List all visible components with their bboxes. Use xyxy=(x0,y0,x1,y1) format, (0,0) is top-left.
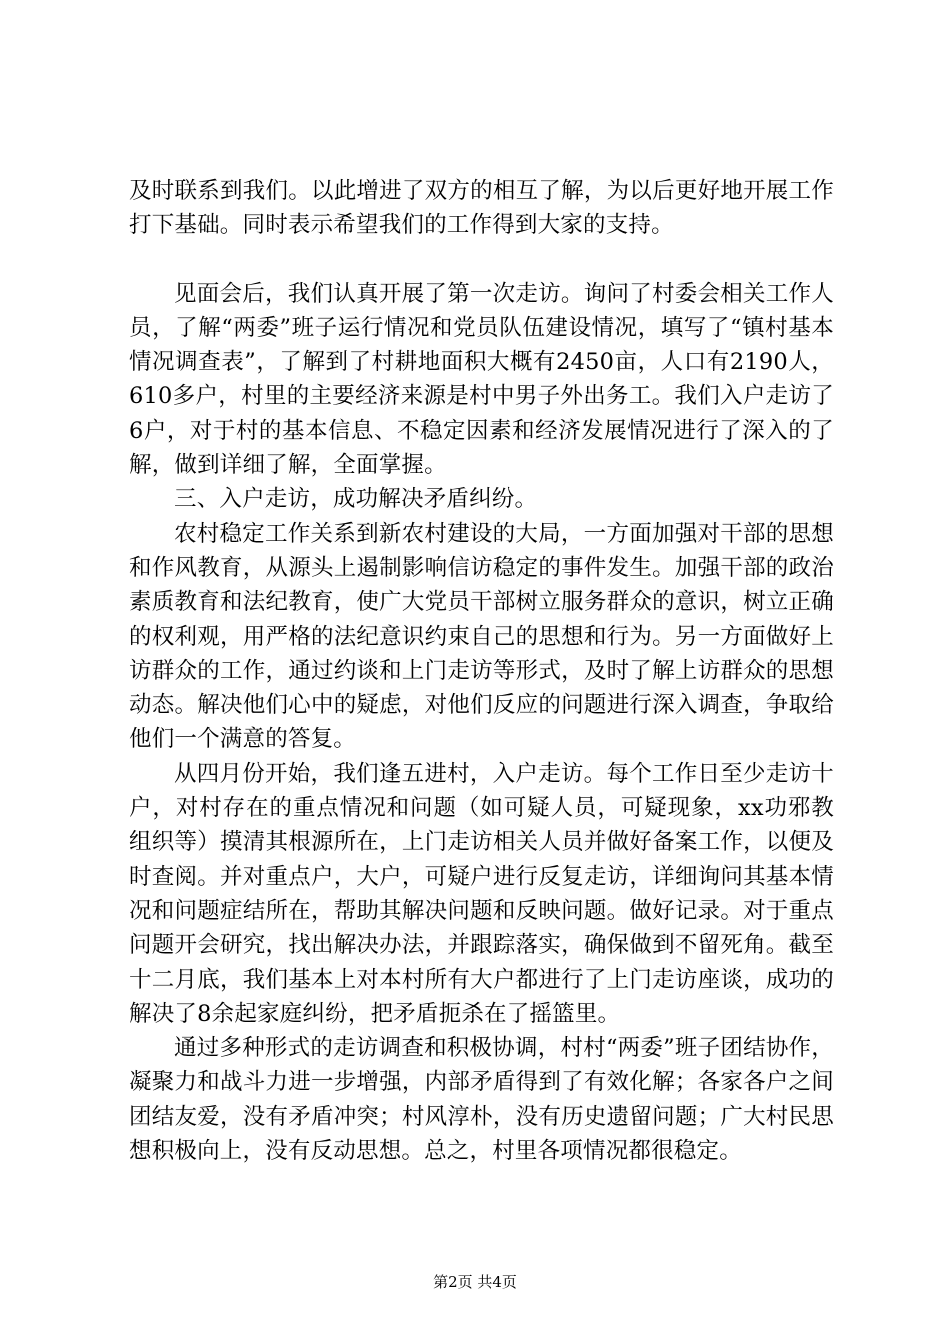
paragraph-summary: 通过多种形式的走访调查和积极协调，村村“两委”班子团结协作，凝聚力和战斗力进一步增强，内部矛盾得到了有效化解；各家各户之间团结友爱，没有矛盾冲突；村风淳朴，没有历史遗留问题；广大村民思想积极向上，没有反动思想。总之，村里各项情况都很稳定。 xyxy=(129,1035,834,1165)
section-heading: 三、入户走访，成功解决矛盾纠纷。 xyxy=(174,486,538,513)
page-number-footer: 第2页 共4页 xyxy=(433,1273,517,1291)
paragraph-continuation: 及时联系到我们。以此增进了双方的相互了解，为以后更好地开展工作打下基础。同时表示希望我们的工作得到大家的支持。 xyxy=(129,178,834,239)
document-body xyxy=(129,174,834,1168)
paragraph-rural-stability: 农村稳定工作关系到新农村建设的大局，一方面加强对干部的思想和作风教育，从源头上遏制影响信访稳定的事件发生。加强干部的政治素质教育和法纪教育，使广大党员干部树立服务群众的意识，树立正确的权利观，用严格的法纪意识约束自己的思想和行为。另一方面做好上访群众的工作，通过约谈和上门走访等形式，及时了解上访群众的思想动态。解决他们心中的疑虑，对他们反应的问题进行深入调查，争取给他们一个满意的答复。 xyxy=(129,520,834,753)
paragraph-first-visit: 见面会后，我们认真开展了第一次走访。询问了村委会相关工作人员，了解“两委”班子运行情况和党员队伍建设情况，填写了“镇村基本情况调查表”，了解到了村耕地面积大概有2450亩，人口有2190人，610多户，村里的主要经济来源是村中男子外出务工。我们入户走访了6户，对于村的基本信息、不稳定因素和经济发展情况进行了深入的了解，做到详细了解，全面掌握。 xyxy=(129,280,834,479)
paragraph-household-visits: 从四月份开始，我们逢五进村，入户走访。每个工作日至少走访十户，对村存在的重点情况和问题（如可疑人员，可疑现象，xx功邪教组织等）摸清其根源所在，上门走访相关人员并做好备案工作，以便及时查阅。并对重点户，大户，可疑户进行反复走访，详细询问其基本情况和问题症结所在，帮助其解决问题和反映问题。做好记录。对于重点问题开会研究，找出解决办法，并跟踪落实，确保做到不留死角。截至十二月底，我们基本上对本村所有大户都进行了上门走访座谈，成功的解决了8余起家庭纠纷，把矛盾扼杀在了摇篮里。 xyxy=(129,760,834,1027)
